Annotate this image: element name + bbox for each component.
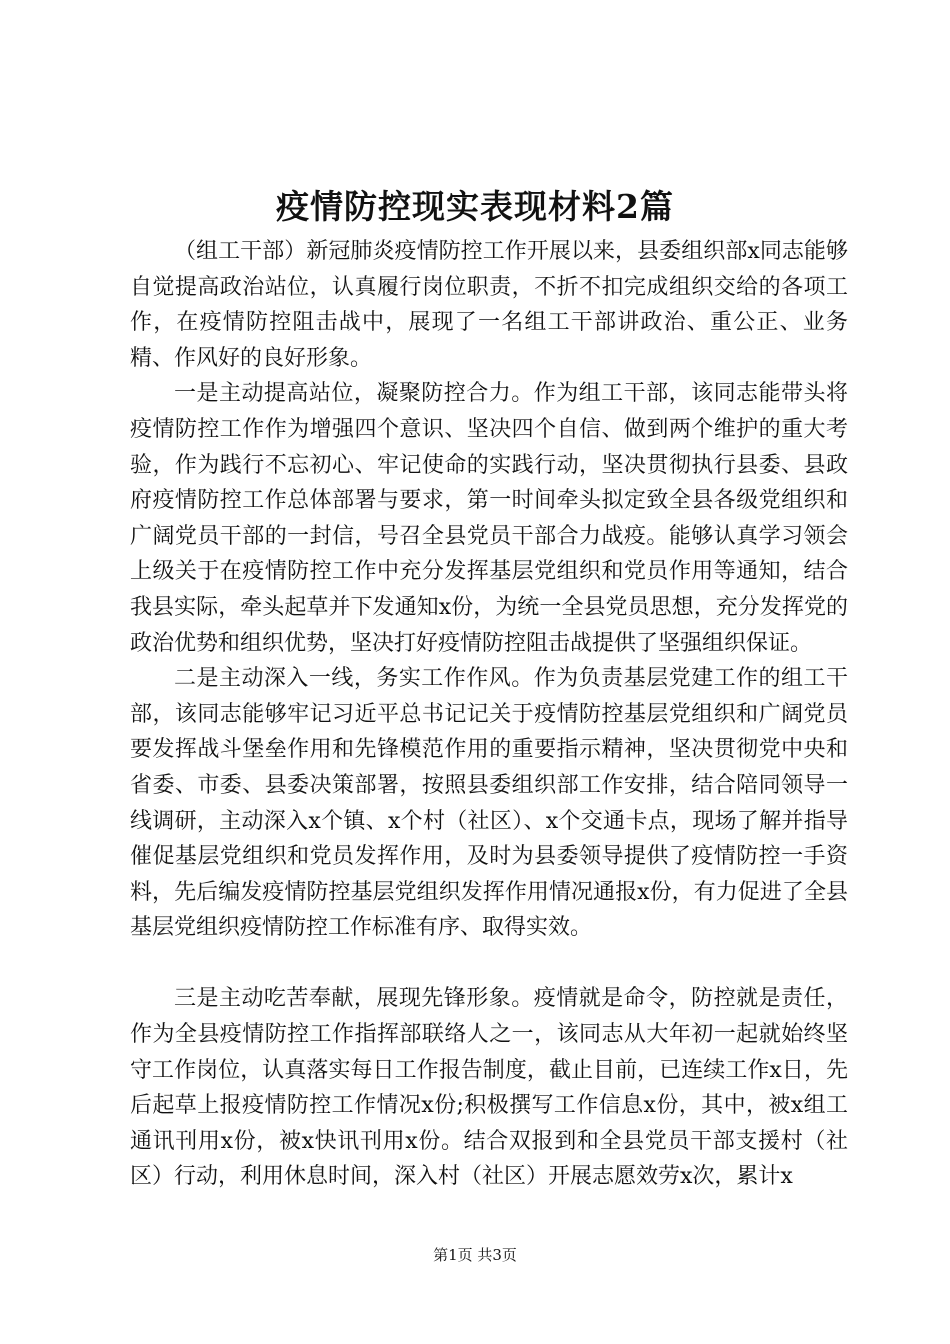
page-footer: 第1页 共3页 bbox=[433, 1246, 517, 1264]
paragraph-intro: （组工干部）新冠肺炎疫情防控工作开展以来，县委组织部x同志能够自觉提高政治站位，认真履行岗位职责，不折不扣完成组织交给的各项工作，在疫情防控阻击战中，展现了一名组工干部讲政治、重公正、业务精、作风好的良好形象。 bbox=[130, 239, 848, 371]
document-body bbox=[130, 234, 848, 1195]
paragraph-point-one: 一是主动提高站位，凝聚防控合力。作为组工干部，该同志能带头将疫情防控工作作为增强四个意识、坚决四个自信、做到两个维护的重大考验，作为践行不忘初心、牢记使命的实践行动，坚决贯彻执行县委、县政府疫情防控工作总体部署与要求，第一时间牵头拟定致全县各级党组织和广阔党员干部的一封信，号召全县党员干部合力战疫。能够认真学习领会上级关于在疫情防控工作中充分发挥基层党组织和党员作用等通知，结合我县实际，牵头起草并下发通知x份，为统一全县党员思想，充分发挥党的政治优势和组织优势，坚决打好疫情防控阻击战提供了坚强组织保证。 bbox=[130, 381, 848, 656]
document-title: 疫情防控现实表现材料2篇 bbox=[276, 187, 674, 226]
paragraph-point-two: 二是主动深入一线，务实工作作风。作为负责基层党建工作的组工干部，该同志能够牢记习近平总书记记关于疫情防控基层党组织和广阔党员要发挥战斗堡垒作用和先锋模范作用的重要指示精神，坚决贯彻党中央和省委、市委、县委决策部署，按照县委组织部工作安排，结合陪同领导一线调研，主动深入x个镇、x个村（社区）、x个交通卡点，现场了解并指导催促基层党组织和党员发挥作用，及时为县委领导提供了疫情防控一手资料，先后编发疫情防控基层党组织发挥作用情况通报x份，有力促进了全县基层党组织疫情防控工作标准有序、取得实效。 bbox=[130, 666, 848, 941]
paragraph-point-three: 三是主动吃苦奉献，展现先锋形象。疫情就是命令，防控就是责任，作为全县疫情防控工作指挥部联络人之一，该同志从大年初一起就始终坚守工作岗位，认真落实每日工作报告制度，截止目前，已连续工作x日，先后起草上报疫情防控工作情况x份;积极撰写工作信息x份，其中，被x组工通讯刊用x份，被x快讯刊用x份。结合双报到和全县党员干部支援村（社区）行动，利用休息时间，深入村（社区）开展志愿效劳x次，累计x bbox=[130, 986, 848, 1190]
